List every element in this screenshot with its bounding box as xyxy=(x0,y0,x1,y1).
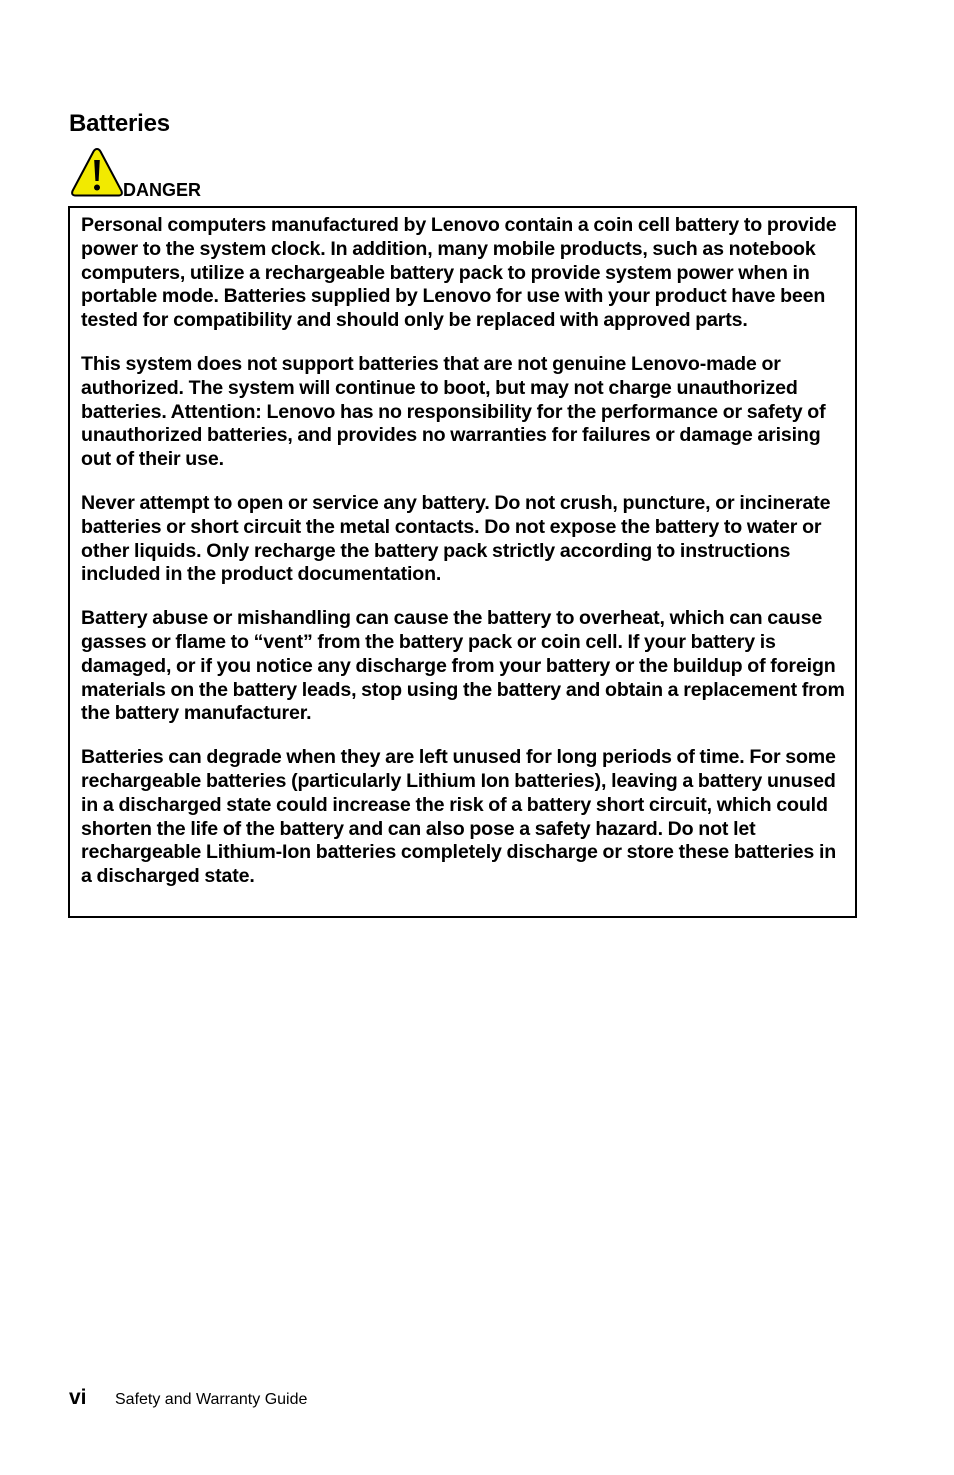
guide-name: Safety and Warranty Guide xyxy=(115,1391,308,1408)
danger-paragraph: Batteries can degrade when they are left unused for long periods of time. For some rechargeable batteries (particularly Lithium Ion batteries), leaving a battery unused in a discharged state could increase the risk of a battery short circuit, which could shorten the life of the battery and can also pose a safety hazard. Do not let rechargeable Lithium-Ion batteries completely discharge or store these batteries in a discharged state. xyxy=(81,746,837,888)
danger-label: DANGER xyxy=(123,180,202,200)
danger-paragraph: Battery abuse or mishandling can cause the battery to overheat, which can cause gasses or flame to “vent” from the battery pack or coin cell. If your battery is damaged, or if you notice any discharge from your battery or the buildup of foreign materials on the battery leads, stop using the battery and obtain a replacement from the battery manufacturer. xyxy=(81,607,845,725)
page-number: vi xyxy=(69,1386,87,1409)
section-title: Batteries xyxy=(69,110,170,137)
danger-paragraph: Personal computers manufactured by Lenovo contain a coin cell battery to provide power to the system clock. In addition, many mobile products, such as notebook computers, utilize a rechargeable battery pack to provide system power when in portable mode. Batteries supplied by Lenovo for use with your product have been tested for compatibility and should only be replaced with approved parts. xyxy=(81,214,837,332)
danger-header xyxy=(70,146,370,202)
warning-exclamation-dot xyxy=(94,185,100,191)
danger-paragraph: This system does not support batteries that are not genuine Lenovo-made or authorized. The system will continue to boot, but may not charge unauthorized batteries. Attention: Lenovo has no responsibility for the performance or safety of unauthorized batteries, and provides no warranties for failures or damage arising out of their use. xyxy=(81,352,826,471)
danger-paragraph: Never attempt to open or service any battery. Do not crush, puncture, or incinerate batteries or short circuit the metal contacts. Do not expose the battery to water or other liquids. Only recharge the battery pack strictly according to instructions included in the product documentation. xyxy=(81,491,831,586)
page-footer xyxy=(69,1384,469,1414)
warning-triangle-icon xyxy=(70,146,124,198)
danger-notice-box xyxy=(68,206,857,918)
